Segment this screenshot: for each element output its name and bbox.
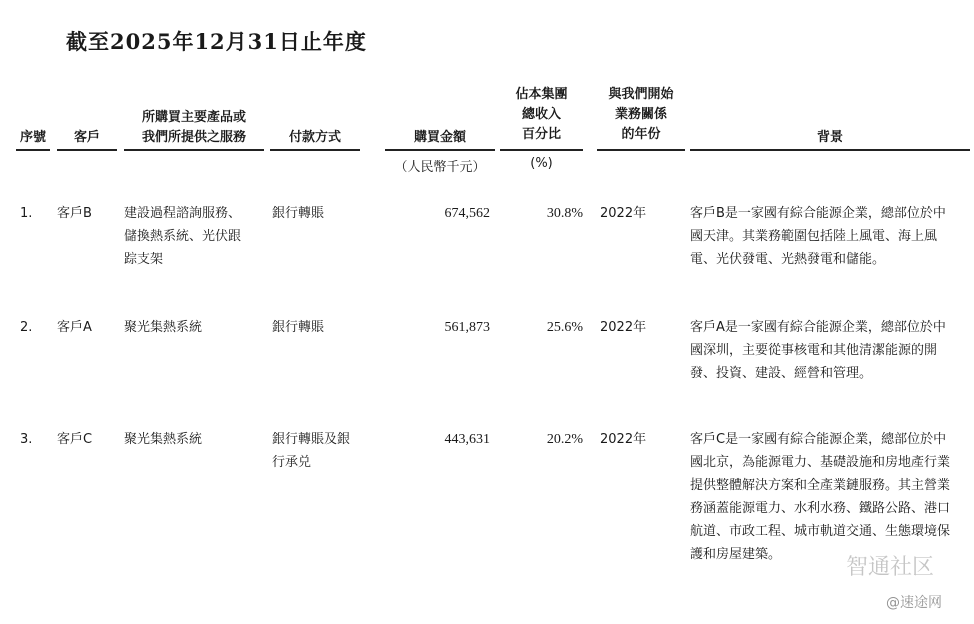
- watermark-community: 智通社区: [846, 555, 935, 580]
- rule-pct: [500, 149, 583, 151]
- header-year-line3: 的年份: [621, 127, 661, 142]
- header-pct: [500, 85, 583, 145]
- row-background: 客戶C是一家國有綜合能源企業，總部位於中國北京，為能源電力、基礎設施和房地產行業提供整體解決方案和全產業鏈服務。其主營業務涵蓋能源電力、水利水務、鐵路公路、港口航道、市政工程、城市軌道交通、生態環境保護和房屋建築。: [690, 432, 951, 562]
- header-seq: 序號: [19, 130, 46, 145]
- header-amount: 購買金額: [413, 130, 466, 145]
- rule-seq: [16, 149, 50, 151]
- row-pct: 25.6%: [546, 320, 583, 335]
- row-products: 聚光集熱系統: [124, 320, 203, 335]
- rule-products: [124, 149, 264, 151]
- header-year: [597, 85, 685, 145]
- header-products-line2: 我們所提供之服務: [141, 130, 246, 145]
- rule-customer: [57, 149, 117, 151]
- header-products-line1: 所購買主要產品或: [141, 110, 246, 125]
- row-pct: 20.2%: [546, 432, 583, 447]
- row-year: 2022年: [600, 320, 647, 335]
- header-year-line2: 業務關係: [614, 107, 667, 122]
- rule-background: [690, 149, 970, 151]
- header-pct-line3: 百分比: [521, 127, 561, 142]
- header-products: [124, 108, 264, 148]
- rule-year: [597, 149, 685, 151]
- row-seq: 2.: [20, 320, 33, 335]
- row-payment: 銀行轉賬: [272, 320, 325, 335]
- header-background: 背景: [816, 130, 843, 145]
- row-pct: 30.8%: [546, 206, 583, 221]
- row-customer: 客戶B: [57, 206, 92, 221]
- rule-payment: [270, 149, 360, 151]
- header-payment: 付款方式: [288, 130, 341, 145]
- header-pct-line1: 佔本集團: [515, 87, 568, 102]
- header-pct-line2: 總收入: [521, 107, 561, 122]
- row-products: 聚光集熱系統: [124, 432, 203, 447]
- row-payment: 銀行轉賬及銀行承兑: [272, 432, 351, 470]
- row-seq: 3.: [20, 432, 33, 447]
- rule-amount: [385, 149, 495, 151]
- header-customer: 客戶: [73, 130, 100, 145]
- row-year: 2022年: [600, 206, 647, 221]
- page-title: 截至2025年12月31日止年度: [66, 29, 367, 54]
- header-year-line1: 與我們開始: [608, 87, 674, 102]
- row-amount: 443,631: [444, 432, 490, 447]
- unit-amount: （人民幣千元）: [394, 160, 486, 175]
- row-background: 客戶A是一家國有綜合能源企業，總部位於中國深圳，主要從事核電和其他清潔能源的開發、投資、建設、經營和管理。: [690, 320, 946, 381]
- row-customer: 客戶A: [57, 320, 92, 335]
- row-amount: 674,562: [444, 206, 490, 221]
- row-products: 建設過程諮詢服務、儲換熱系統、光伏跟踪支架: [124, 206, 242, 267]
- row-amount: 561,873: [444, 320, 490, 335]
- row-payment: 銀行轉賬: [272, 206, 325, 221]
- row-customer: 客戶C: [57, 432, 93, 447]
- row-background: 客戶B是一家國有綜合能源企業，總部位於中國天津。其業務範圍包括陸上風電、海上風電、光伏發電、光熱發電和儲能。: [690, 206, 946, 267]
- unit-pct: (%): [530, 156, 553, 171]
- row-year: 2022年: [600, 432, 647, 447]
- watermark-site: @速途网: [886, 595, 942, 611]
- row-seq: 1.: [20, 206, 33, 221]
